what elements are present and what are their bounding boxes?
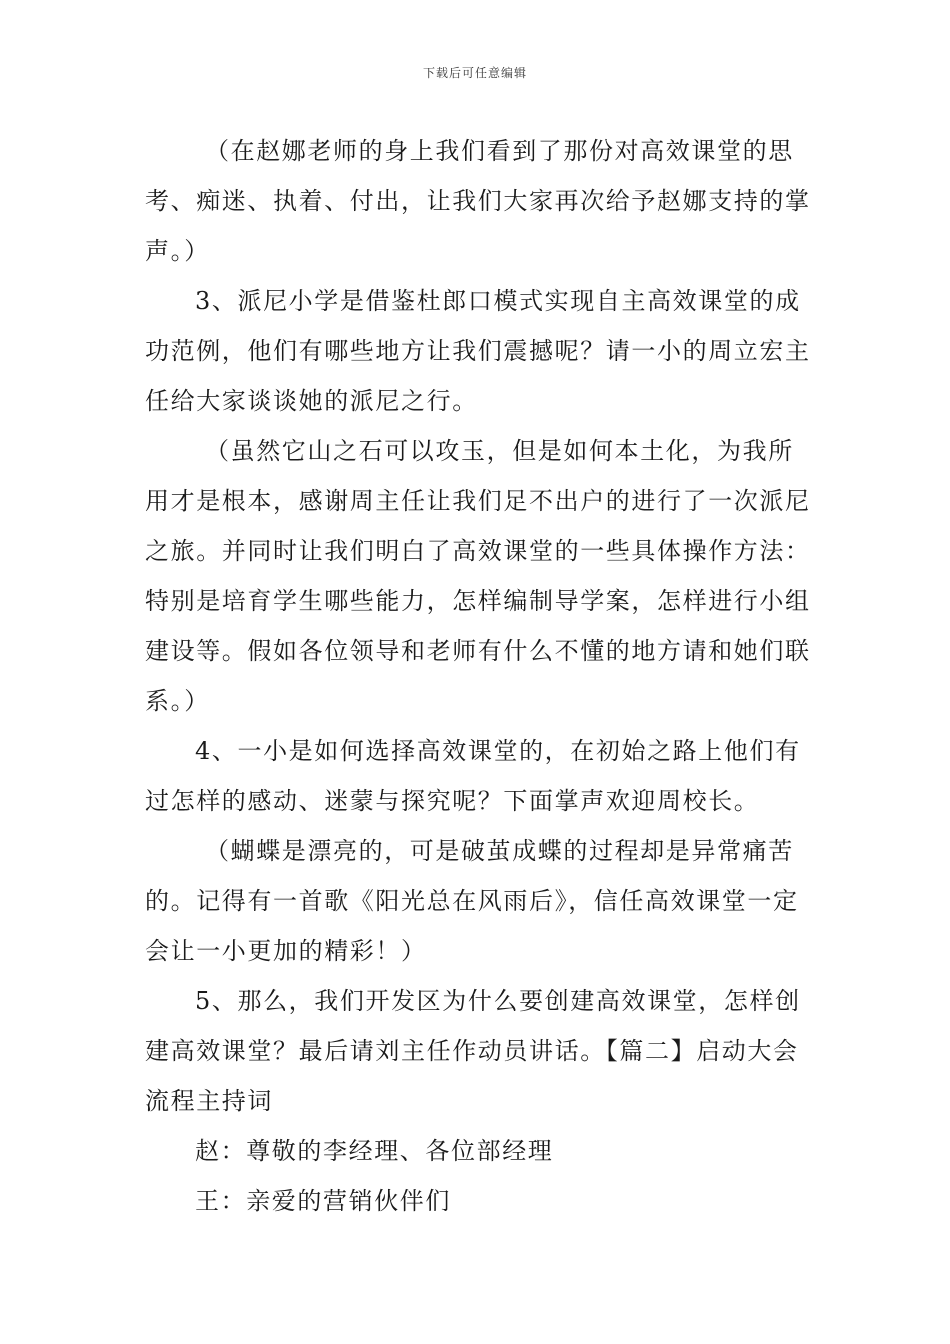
paragraph-paini-summary: （虽然它山之石可以攻玉，但是如何本土化，为我所用才是根本，感谢周主任让我们足不出户的进行了一次派尼之旅。并同时让我们明白了高效课堂的一些具体操作方法：特别是培育学生哪些能力，怎样编制导学案，怎样进行小组建设等。假如各位领导和老师有什么不懂的地方请和她们联系。）	[145, 437, 811, 715]
paragraph-item-4-yixiao: 4、一小是如何选择高效课堂的，在初始之路上他们有过怎样的感动、迷蒙与探究呢？下面掌声欢迎周校长。	[145, 737, 801, 815]
paragraph-zhao-greeting: 赵：尊敬的李经理、各位部经理	[195, 1137, 554, 1165]
paragraph-item-5-kaifaqu: 5、那么，我们开发区为什么要创建高效课堂，怎样创建高效课堂？最后请刘主任作动员讲话。【篇二】启动大会流程主持词	[145, 987, 801, 1115]
paragraph-item-3-paini: 3、派尼小学是借鉴杜郎口模式实现自主高效课堂的成功范例，他们有哪些地方让我们震撼呢？请一小的周立宏主任给大家谈谈她的派尼之行。	[145, 287, 811, 415]
paragraph-butterfly-summary: （蝴蝶是漂亮的，可是破茧成蝶的过程却是异常痛苦的。记得有一首歌《阳光总在风雨后》，信任高效课堂一定会让一小更加的精彩！）	[145, 837, 799, 965]
paragraph-zhao-na-summary: （在赵娜老师的身上我们看到了那份对高效课堂的思考、痴迷、执着、付出，让我们大家再次给予赵娜支持的掌声。）	[145, 137, 811, 265]
document-body	[145, 126, 815, 1226]
page-header: 下载后可任意编辑	[422, 66, 527, 80]
paragraph-wang-greeting: 王：亲爱的营销伙伴们	[195, 1187, 451, 1215]
